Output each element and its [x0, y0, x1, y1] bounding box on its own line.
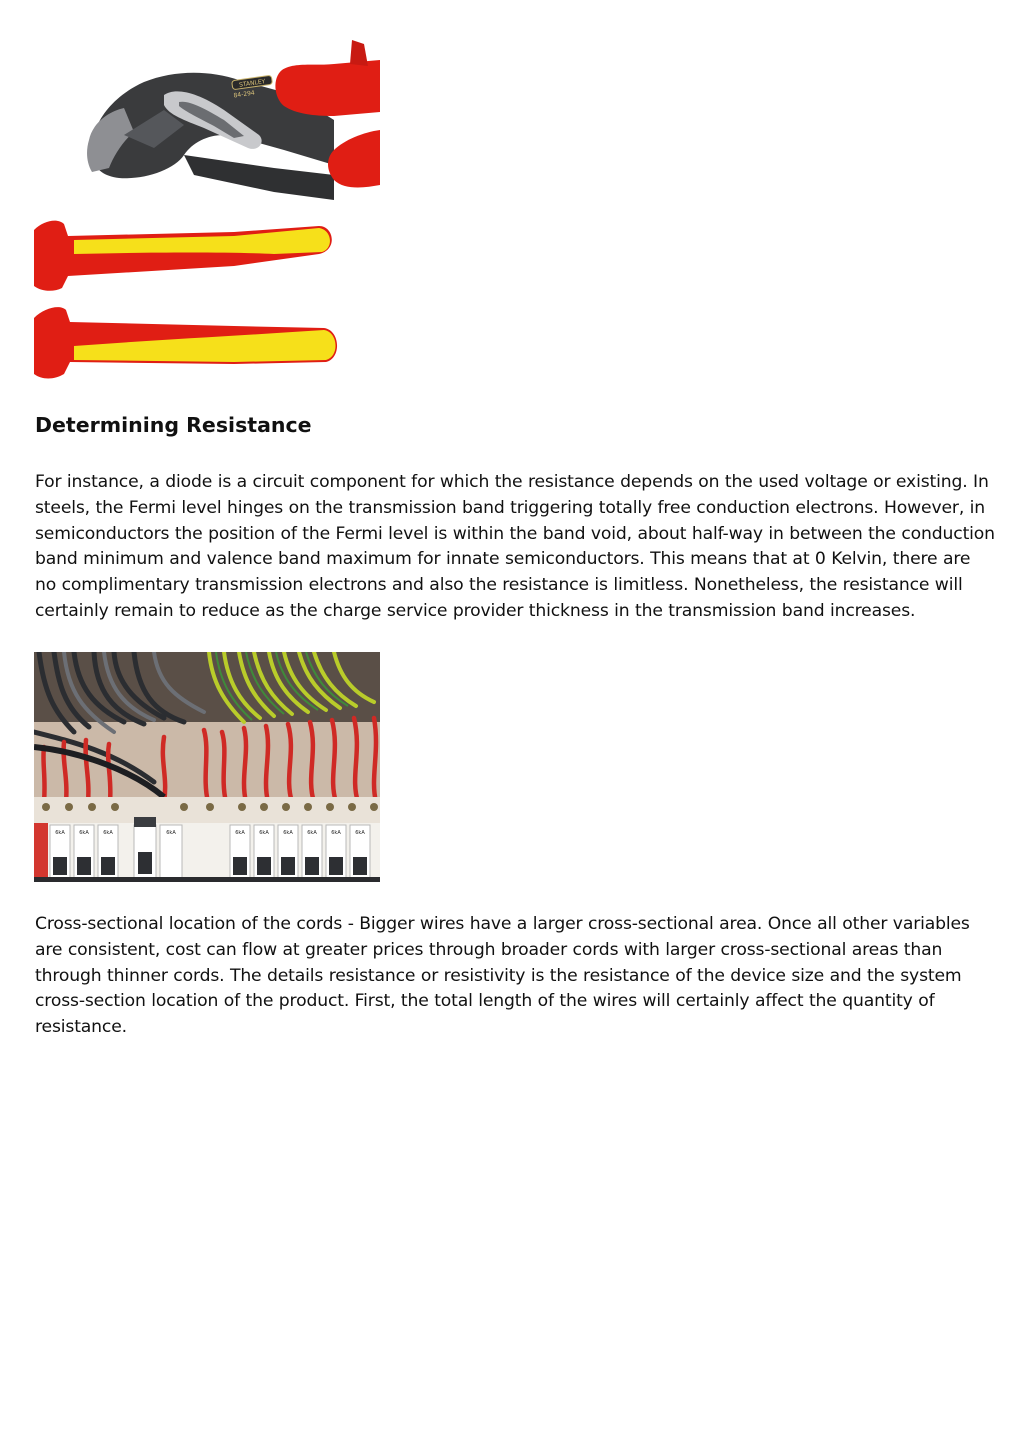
breaker-label: 6kA	[307, 830, 317, 836]
breaker-label: 6kA	[259, 830, 269, 836]
breaker-label: 6kA	[331, 830, 341, 836]
paragraph-resistance: For instance, a diode is a circuit component for which the resistance depends on the used voltage or existing. In steels, the Fermi level hinges on the transmission band triggering totally free conduction electrons. However, in semiconductors the position of the Fermi level is within the band void, about half-way in between the conduction band minimum and valence band maximum for innate semiconductors. This means that at 0 Kelvin, there are no complimentary transmission electrons and also the resistance is limitless. Nonetheless, the resistance will certainly remain to reduce as the charge service provider thickness in the transmission band increases.	[35, 472, 995, 621]
circuit-panel-illustration	[34, 652, 380, 882]
breaker-label: 6kA	[79, 830, 89, 836]
pliers-image	[34, 40, 380, 380]
paragraph-cross-section: Cross-sectional location of the cords - Bigger wires have a larger cross-sectional area. Once all other variables are consistent, cost can flow at greater prices through broader cords with larger cross-sectional areas than through thinner cords. The details resistance or resistivity is the resistance of the device size and the system cross-section location of the product. First, the total length of the wires will certainly affect the quantity of resistance.	[35, 914, 970, 1038]
pliers-model-text: 84-294	[233, 89, 256, 100]
circuit-panel-image	[34, 652, 380, 882]
pliers-illustration	[34, 40, 380, 380]
breaker-label: 6kA	[355, 830, 365, 836]
breaker-label: 6kA	[235, 830, 245, 836]
breaker-label: 6kA	[55, 830, 65, 836]
pliers-upper-grip	[275, 60, 380, 116]
section-heading: Determining Resistance	[35, 413, 312, 437]
pliers-brand-text: STANLEY	[238, 78, 266, 89]
breaker-label: 6kA	[103, 830, 113, 836]
breaker-label: 6kA	[283, 830, 293, 836]
breaker-label: 6kA	[166, 830, 176, 836]
